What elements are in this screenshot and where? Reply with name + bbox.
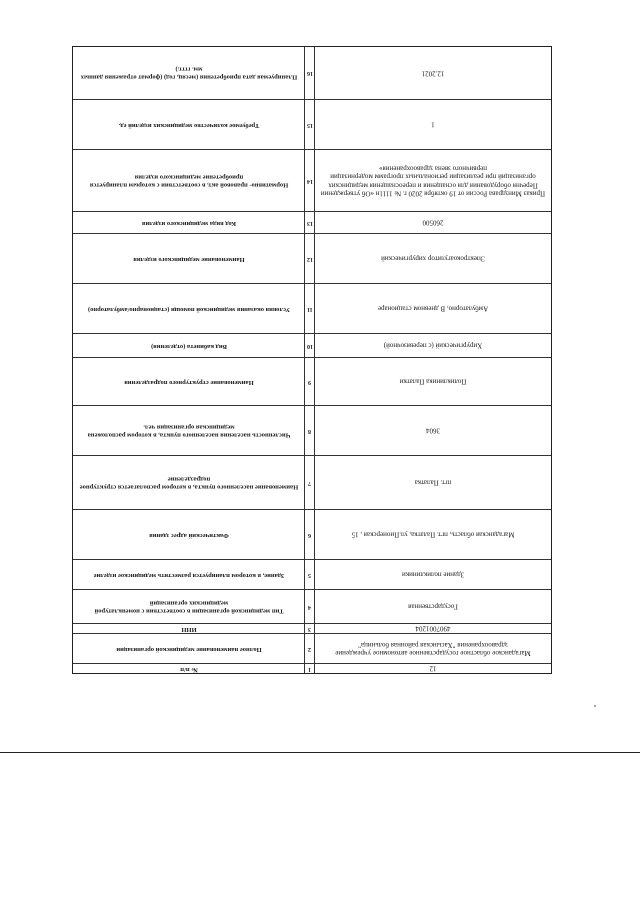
page-separator xyxy=(0,752,640,753)
row-number xyxy=(305,624,315,633)
row-value-text: Амбулаторно, В дневном стационаре xyxy=(377,304,489,313)
row-value xyxy=(315,284,551,333)
row-header xyxy=(73,234,305,283)
row-number-text: 6 xyxy=(308,532,311,539)
row-header xyxy=(73,150,305,211)
row-header-text: Наименование медицинского изделия xyxy=(132,255,245,263)
row-header xyxy=(73,510,305,559)
row-value-text: 12.2021 xyxy=(421,69,445,78)
row-number-text: 15 xyxy=(306,122,313,129)
row-value xyxy=(315,212,551,233)
row-header-text: Здание, в котором планируется разместить медицинское изделие xyxy=(93,571,284,579)
row-value xyxy=(315,47,551,99)
table-row xyxy=(73,405,551,455)
row-number-text: 14 xyxy=(306,178,313,185)
table-row xyxy=(73,149,551,211)
row-number-text: 16 xyxy=(306,70,313,77)
table-row xyxy=(73,99,551,149)
row-header-text: Код вида медицинского изделия xyxy=(141,219,236,227)
table-row xyxy=(73,509,551,559)
row-value-text: пгт. Палатка xyxy=(414,478,452,487)
row-header-text: Вид кабинета (отделения) xyxy=(150,342,227,350)
row-header xyxy=(73,456,305,509)
row-header xyxy=(73,560,305,589)
table-row xyxy=(73,283,551,333)
row-header-text: Фактический адрес здания xyxy=(148,531,229,539)
row-header xyxy=(73,624,305,633)
row-header-text: Требуемое количество медицинских изделий ед. xyxy=(118,121,259,129)
row-header xyxy=(73,284,305,333)
table-row xyxy=(73,333,551,357)
row-value-text: Здание поликлиники xyxy=(401,570,465,579)
row-number-text: 8 xyxy=(308,428,311,435)
row-number xyxy=(305,560,315,589)
row-value xyxy=(315,150,551,211)
row-value-text: 4907001204 xyxy=(415,624,451,633)
row-number xyxy=(305,590,315,623)
row-header-text: Нормативно- правовой акт, в соответствии с которым планируется приобретение медицинского изделия xyxy=(89,173,288,189)
table-row xyxy=(73,211,551,233)
table-row xyxy=(73,633,551,663)
row-number-text: 4 xyxy=(308,604,311,611)
row-number xyxy=(305,358,315,405)
row-header-text: Численность населения населенного пункта, в котором расположена медицинская организация чел. xyxy=(87,423,290,439)
table-row xyxy=(73,455,551,509)
row-value-text: Поликлиника Палатки xyxy=(399,377,467,386)
row-header-text: ИНН xyxy=(180,625,197,633)
table-row xyxy=(73,47,551,99)
row-header-text: Полное наименование медицинской организации xyxy=(115,645,262,653)
row-header-text: Условия оказания медицинской помощи (стационарно/амбулаторно) xyxy=(87,305,290,313)
row-value xyxy=(315,456,551,509)
row-number xyxy=(305,100,315,149)
row-header xyxy=(73,590,305,623)
row-value xyxy=(315,664,551,673)
row-value-text: 3604 xyxy=(426,426,440,435)
row-value-text: Хирургический (с перевязочной) xyxy=(383,341,483,350)
table-row xyxy=(73,559,551,589)
row-value xyxy=(315,234,551,283)
row-header xyxy=(73,634,305,663)
row-value-text: Магаданское областное государственное автономное учреждение здравоохранения "Хасынская районная больница" xyxy=(335,640,531,657)
row-header xyxy=(73,664,305,673)
row-value xyxy=(315,100,551,149)
row-number-text: 9 xyxy=(308,379,311,386)
row-number-text: 3 xyxy=(308,626,311,633)
row-header-text: № п/п xyxy=(179,665,198,673)
row-number-text: 5 xyxy=(308,572,311,579)
row-value-text: Приказ Минздрава России от 19 октября 2020 г. № 1111н «Об утверждении Перечня оборудования для оснащения и переоснащения медицинских организаций при реализации региональных программ модернизации первичного звена здравоохранения» xyxy=(320,164,546,198)
row-value xyxy=(315,510,551,559)
row-number-text: 11 xyxy=(306,306,313,313)
table-row xyxy=(73,623,551,633)
row-header xyxy=(73,334,305,357)
row-number xyxy=(305,284,315,333)
scan-speck xyxy=(594,705,596,707)
row-number xyxy=(305,47,315,99)
row-number-text: 7 xyxy=(308,480,311,487)
table-row xyxy=(73,233,551,283)
row-header-text: Тип медицинской организации в соответствии с номенклатурой медицинских организаций xyxy=(93,599,284,615)
row-value xyxy=(315,624,551,633)
row-number-text: 13 xyxy=(306,220,313,227)
row-header xyxy=(73,212,305,233)
table-row xyxy=(73,663,551,673)
equipment-table xyxy=(72,46,552,674)
row-number-text: 1 xyxy=(308,666,311,673)
row-header xyxy=(73,47,305,99)
row-value-text: Государственная xyxy=(408,602,458,611)
row-number xyxy=(305,664,315,673)
row-value-text: Магаданская область, пгт. Палатка, ул.Пионерская , 15 xyxy=(351,530,515,539)
row-header xyxy=(73,406,305,455)
row-value xyxy=(315,406,551,455)
row-value xyxy=(315,560,551,589)
table-row xyxy=(73,589,551,623)
row-number-text: 12 xyxy=(306,256,313,263)
row-number xyxy=(305,456,315,509)
table-row xyxy=(73,357,551,405)
row-header-text: Наименование населенного пункта, в котором располагается структурное подразделение xyxy=(79,475,298,491)
row-value-text: 1 xyxy=(431,120,435,129)
row-header xyxy=(73,100,305,149)
row-number xyxy=(305,150,315,211)
row-number-text: 2 xyxy=(308,646,311,653)
row-number xyxy=(305,510,315,559)
row-value xyxy=(315,590,551,623)
row-value-text: Электрокоагулятор хирургический xyxy=(381,254,485,263)
row-value xyxy=(315,334,551,357)
row-value xyxy=(315,358,551,405)
row-number xyxy=(305,212,315,233)
row-number xyxy=(305,334,315,357)
row-value xyxy=(315,634,551,663)
row-number xyxy=(305,406,315,455)
row-value-text: 12 xyxy=(429,664,437,673)
row-header-text: Планируемая дата приобретения (месяц, год) (формат отражения данных мм. гггг.) xyxy=(80,66,297,81)
row-number xyxy=(305,234,315,283)
row-value-text: 260500 xyxy=(422,218,444,227)
row-number-text: 10 xyxy=(306,343,313,350)
row-number xyxy=(305,634,315,663)
row-header xyxy=(73,358,305,405)
row-header-text: Наименование структурного подразделения xyxy=(123,378,254,386)
